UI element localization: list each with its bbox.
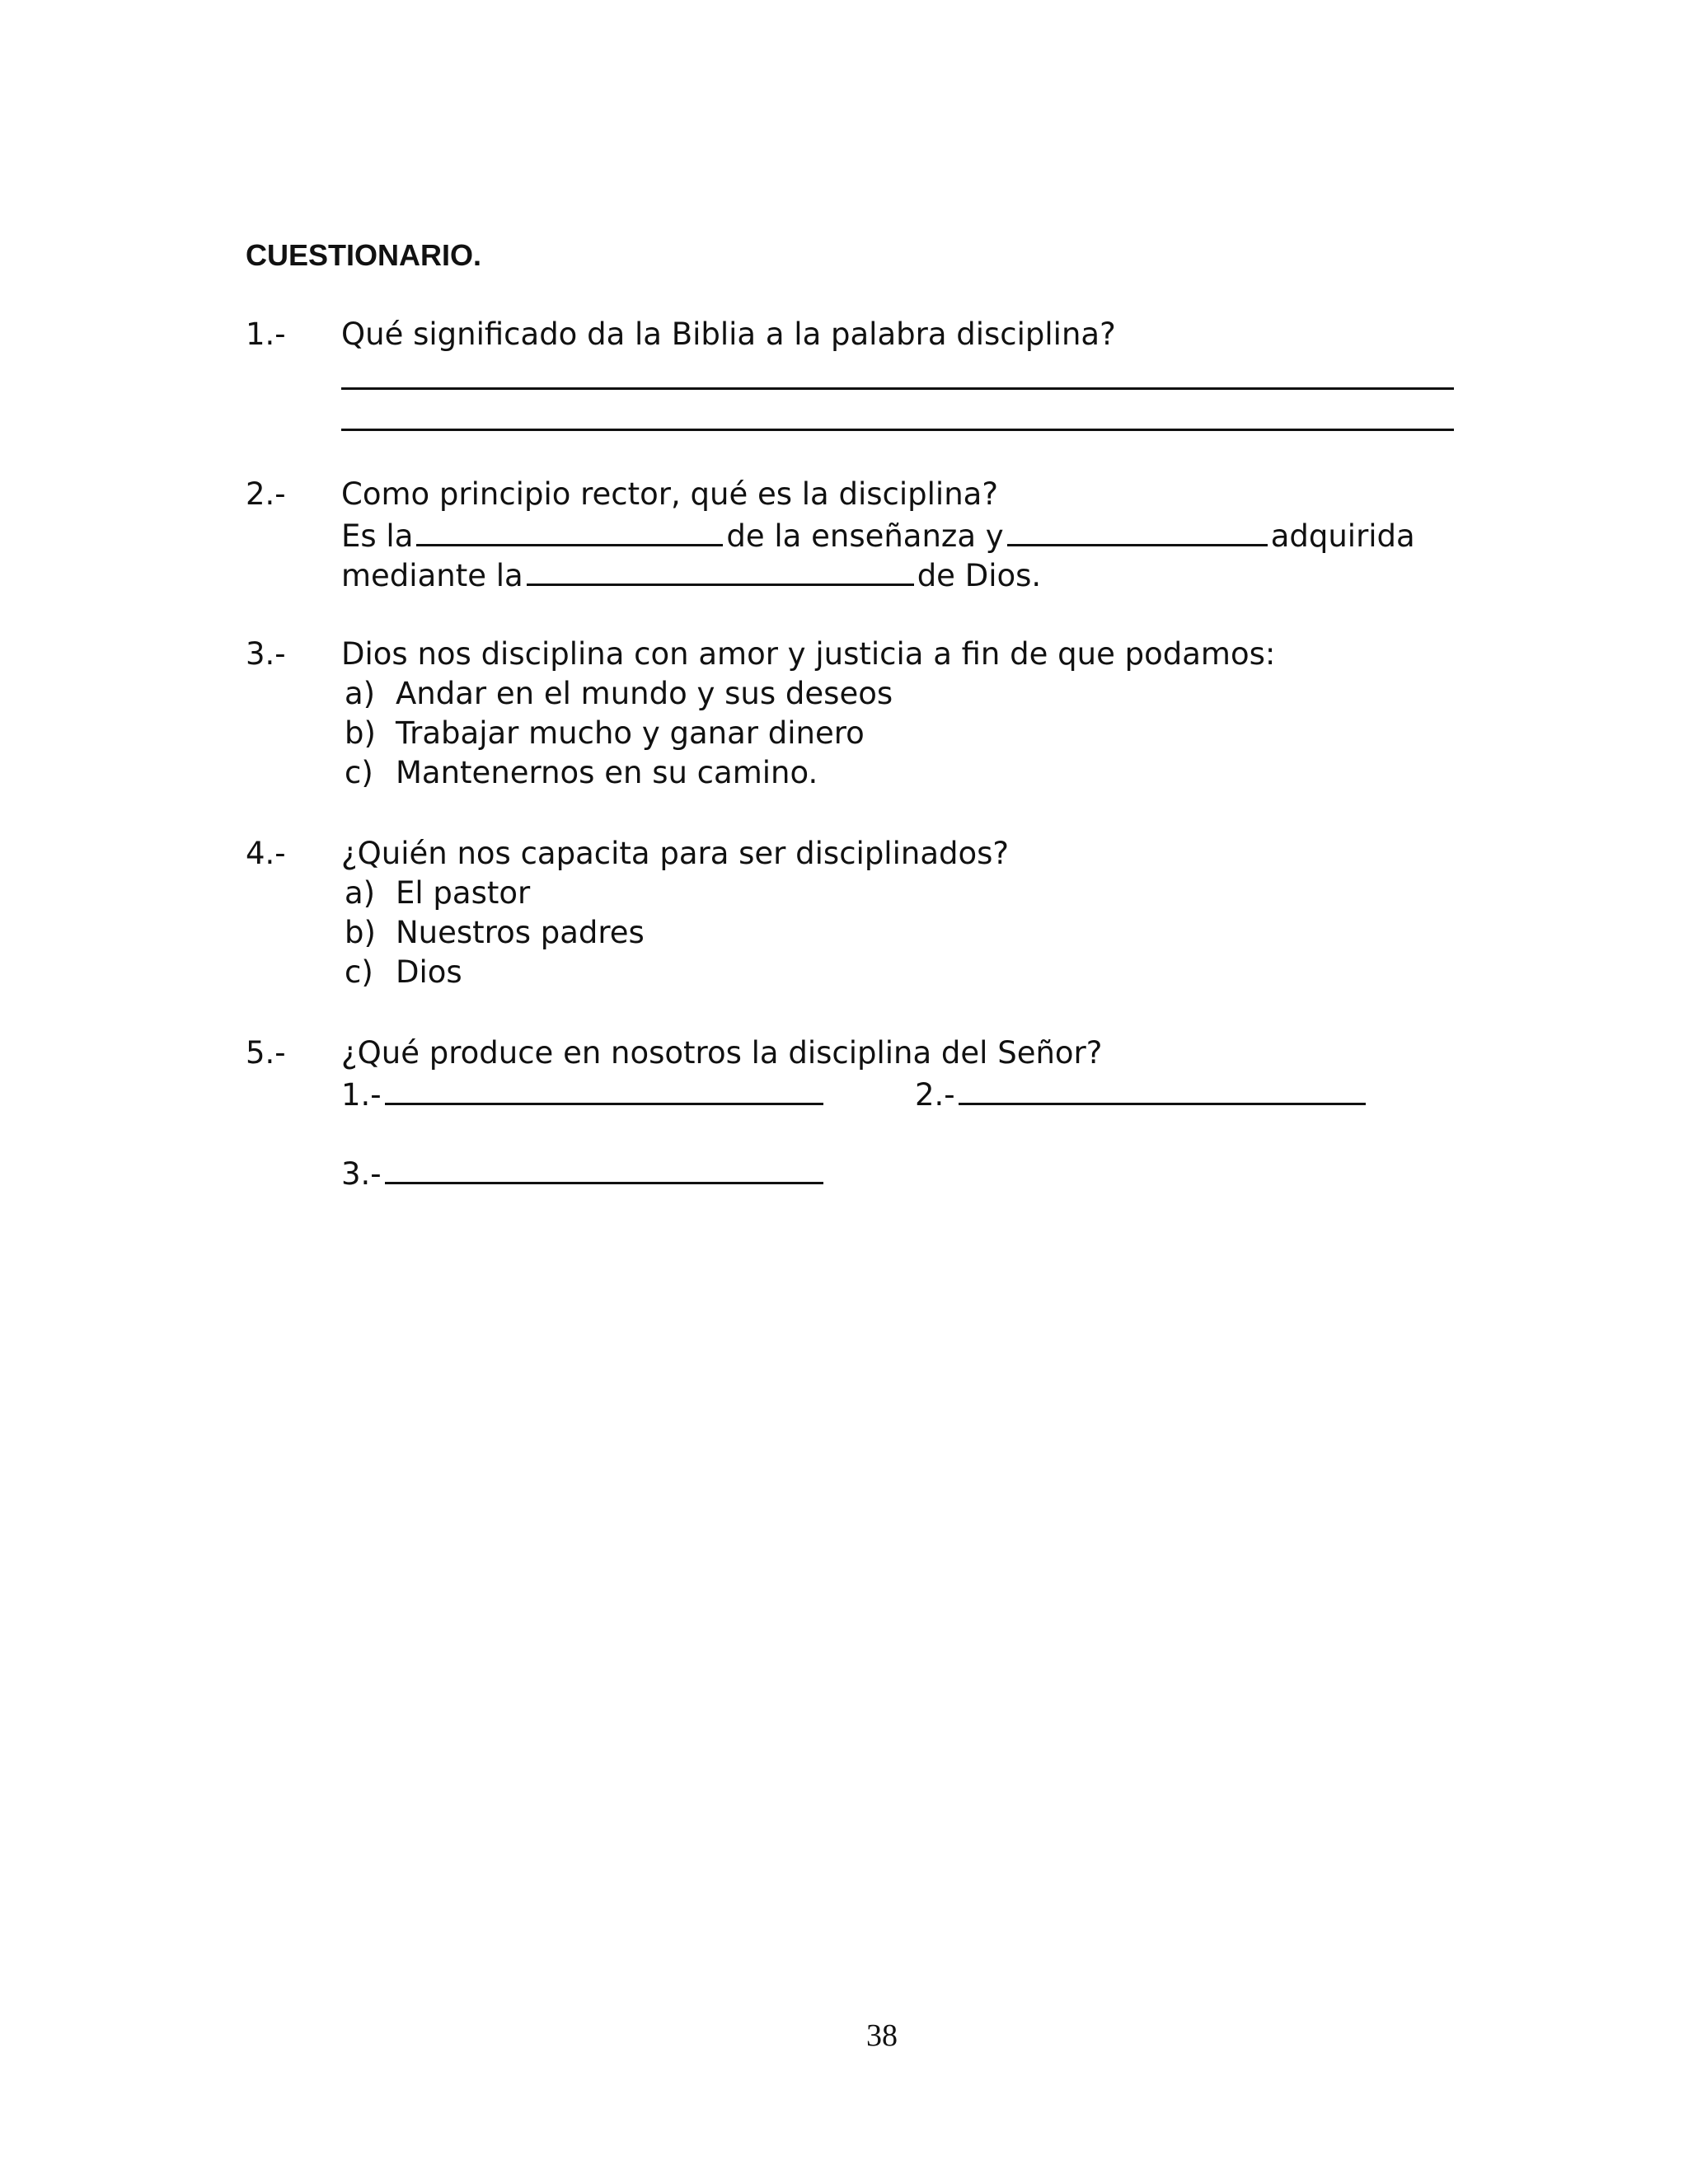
option-letter: c) [345, 954, 373, 990]
question-2-number: 2.- [246, 476, 286, 512]
option-text: Trabajar mucho y ganar dinero [396, 715, 865, 751]
option-text: Dios [396, 954, 462, 990]
q2-fill-text-2: de la enseñanza y [726, 518, 1004, 554]
answer-label: 2.- [915, 1077, 955, 1113]
answer-label: 1.- [341, 1077, 382, 1113]
question-1-text: Qué significado da la Biblia a la palabra disciplina? [341, 316, 1116, 352]
page-title: CUESTIONARIO. [246, 238, 482, 272]
option-text: El pastor [396, 875, 531, 911]
q2-blank-3[interactable] [527, 554, 914, 586]
question-5-answer-3 [341, 1152, 827, 1194]
question-3-number: 3.- [246, 636, 286, 672]
question-4-text: ¿Quién nos capacita para ser disciplinados? [341, 836, 1010, 871]
question-2-text: Como principio rector, qué es la disciplina? [341, 476, 998, 512]
question-4-number: 4.- [246, 836, 286, 871]
option-letter: b) [345, 915, 376, 950]
question-1-answer-line-1[interactable] [341, 387, 1454, 390]
q5-blank-1[interactable] [385, 1073, 823, 1105]
q2-fill-text-1: Es la [341, 518, 414, 554]
q2-fill-text-3: adquirida [1270, 518, 1415, 554]
q2-blank-1[interactable] [416, 514, 723, 546]
question-5-number: 5.- [246, 1035, 286, 1071]
option-letter: a) [345, 676, 376, 711]
option-letter: a) [345, 875, 376, 911]
question-4-option-a[interactable] [341, 874, 530, 913]
question-3-option-b[interactable] [341, 714, 865, 753]
q2-fill-text-4: mediante la [341, 558, 523, 593]
question-2-fill-line-2 [341, 554, 1041, 596]
option-letter: c) [345, 755, 373, 790]
answer-label: 3.- [341, 1156, 382, 1192]
question-5-text: ¿Qué produce en nosotros la disciplina del Señor? [341, 1035, 1103, 1071]
question-3-option-a[interactable] [341, 674, 893, 714]
question-2-fill-line-1 [341, 514, 1415, 556]
question-4-option-c[interactable] [341, 953, 462, 992]
question-3-option-c[interactable] [341, 753, 818, 793]
question-5-answer-1 [341, 1073, 827, 1115]
q5-blank-3[interactable] [385, 1152, 823, 1184]
question-1-answer-line-2[interactable] [341, 429, 1454, 431]
q2-fill-text-5: de Dios. [917, 558, 1042, 593]
question-3-text: Dios nos disciplina con amor y justicia a fin de que podamos: [341, 636, 1276, 672]
question-1-number: 1.- [246, 316, 286, 352]
question-5-answer-2 [915, 1073, 1369, 1115]
question-4-option-b[interactable] [341, 913, 645, 953]
q5-blank-2[interactable] [959, 1073, 1366, 1105]
option-letter: b) [345, 715, 376, 751]
option-text: Mantenernos en su camino. [396, 755, 818, 790]
option-text: Nuestros padres [396, 915, 645, 950]
q2-blank-2[interactable] [1007, 514, 1268, 546]
option-text: Andar en el mundo y sus deseos [396, 676, 893, 711]
page-number: 38 [866, 2018, 898, 2053]
